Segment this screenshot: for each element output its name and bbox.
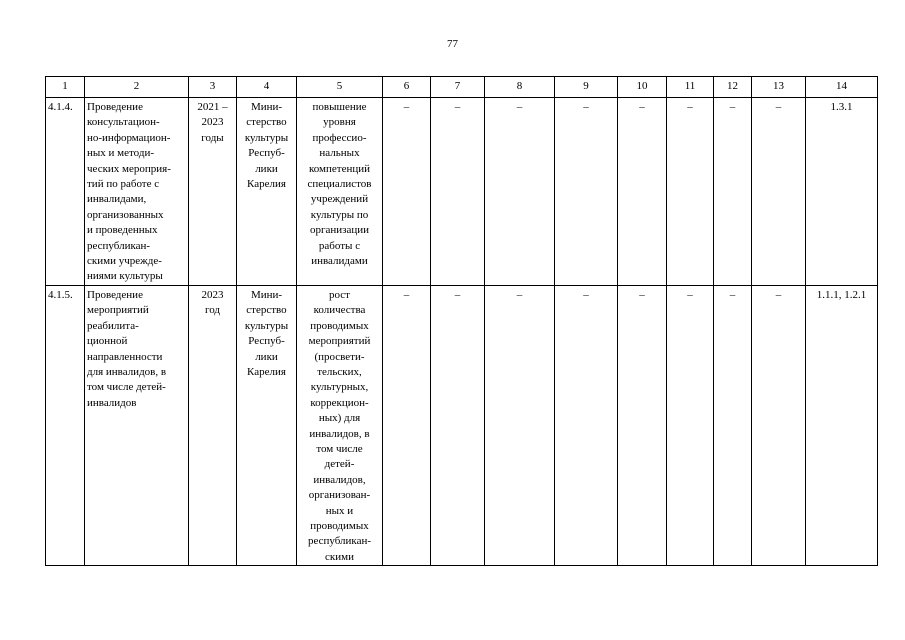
text-line: том числе — [316, 442, 363, 455]
header-cell: 14 — [806, 77, 878, 98]
value-cell: – — [431, 285, 485, 565]
text-line: количества — [313, 304, 366, 317]
indicator-cell: 1.3.1 — [806, 98, 878, 286]
text-line: годы — [201, 131, 224, 144]
value-cell: – — [618, 98, 667, 286]
text-line: организации — [309, 224, 370, 237]
value-cell: – — [485, 285, 555, 565]
table-row — [46, 98, 878, 286]
text-line: инвалидами — [311, 255, 368, 268]
text-line: детей- — [324, 458, 355, 471]
text-line: работы с — [318, 239, 361, 252]
text-line: и проведенных — [87, 224, 158, 237]
text-line: ных и методи- — [87, 147, 154, 160]
text-line: (просвети- — [314, 350, 365, 363]
text-line: профессио- — [312, 131, 367, 144]
text-line: тельских, — [317, 365, 362, 378]
header-cell: 10 — [618, 77, 667, 98]
text-line: проводимых — [310, 319, 369, 332]
text-line: нальных — [319, 147, 360, 160]
text-line: организован- — [308, 489, 371, 502]
value-cell: – — [667, 98, 714, 286]
value-cell: – — [555, 285, 618, 565]
value-cell: – — [618, 285, 667, 565]
value-cell: – — [714, 98, 752, 286]
period-cell — [189, 98, 237, 286]
text-line: проводимых — [310, 519, 369, 532]
row-number: 4.1.5. — [46, 285, 85, 565]
text-line: консультацион- — [87, 116, 160, 129]
text-line: повышение — [312, 101, 367, 113]
text-line: Проведение — [87, 288, 143, 301]
executor-cell — [237, 98, 297, 286]
text-line: стерство — [246, 304, 287, 317]
text-line: Респуб- — [248, 335, 285, 348]
header-cell: 1 — [46, 77, 85, 98]
value-cell: – — [667, 285, 714, 565]
text-line: ческих мероприя- — [87, 162, 171, 175]
text-line: реабилита- — [87, 319, 139, 332]
value-cell: – — [485, 98, 555, 286]
header-cell: 4 — [237, 77, 297, 98]
value-cell: – — [714, 285, 752, 565]
activity-name — [85, 98, 189, 286]
text-line: тий по работе с — [87, 178, 160, 191]
result-cell — [297, 98, 383, 286]
text-line: 2023 — [201, 116, 224, 129]
text-line: организованных — [87, 208, 164, 221]
text-line: но-информацион- — [87, 131, 171, 144]
header-cell: 7 — [431, 77, 485, 98]
text-line: ных) для — [318, 412, 361, 425]
text-line: культуры — [244, 319, 289, 332]
value-cell: – — [431, 98, 485, 286]
text-line: 2023 — [201, 288, 224, 301]
header-cell: 9 — [555, 77, 618, 98]
value-cell: – — [383, 285, 431, 565]
table-row — [46, 285, 878, 565]
text-line: инвалидов — [87, 396, 137, 409]
header-cell: 5 — [297, 77, 383, 98]
text-line: Мини- — [250, 101, 283, 113]
text-line: год — [204, 304, 221, 317]
text-line: лики — [255, 162, 278, 175]
text-line: Мини- — [250, 288, 283, 301]
text-line: специалистов — [307, 178, 372, 191]
activities-table — [45, 76, 878, 566]
text-line: рост — [329, 288, 350, 301]
text-line: инвалидов, в — [309, 427, 370, 440]
indicator-cell: 1.1.1, 1.2.1 — [806, 285, 878, 565]
text-line: инвалидами, — [87, 193, 147, 206]
header-cell: 8 — [485, 77, 555, 98]
value-cell: – — [752, 98, 806, 286]
text-line: скими учрежде- — [87, 255, 162, 268]
page-number: 77 — [447, 38, 458, 50]
text-line: Респуб- — [248, 147, 285, 160]
header-cell: 12 — [714, 77, 752, 98]
text-line: 2021 – — [197, 101, 228, 113]
text-line: Проведение — [87, 101, 143, 113]
header-cell: 3 — [189, 77, 237, 98]
header-row — [46, 77, 878, 98]
text-line: учреждений — [310, 193, 369, 206]
result-cell — [297, 285, 383, 565]
header-cell: 11 — [667, 77, 714, 98]
text-line: компетенций — [308, 162, 371, 175]
text-line: культуры — [244, 131, 289, 144]
text-line: ных и — [325, 504, 354, 517]
text-line: лики — [255, 350, 278, 363]
text-line: том числе детей- — [87, 381, 166, 394]
executor-cell — [237, 285, 297, 565]
text-line: скими — [325, 550, 354, 563]
text-line: республикан- — [87, 239, 151, 252]
header-cell: 6 — [383, 77, 431, 98]
text-line: Карелия — [247, 365, 286, 378]
text-line: культурных, — [310, 381, 369, 394]
text-line: мероприятий — [87, 304, 149, 317]
header-cell: 2 — [85, 77, 189, 98]
text-line: республикан- — [307, 535, 372, 548]
text-line: уровня — [323, 116, 356, 129]
value-cell: – — [752, 285, 806, 565]
text-line: Карелия — [247, 178, 286, 191]
text-line: направленности — [87, 350, 163, 363]
value-cell: – — [383, 98, 431, 286]
text-line: ционной — [87, 335, 128, 348]
row-number: 4.1.4. — [46, 98, 85, 286]
activity-name — [85, 285, 189, 565]
text-line: культуры по — [310, 208, 369, 221]
text-line: коррекцион- — [310, 396, 369, 409]
value-cell: – — [555, 98, 618, 286]
text-line: стерство — [246, 116, 287, 129]
text-line: мероприятий — [308, 335, 371, 348]
period-cell — [189, 285, 237, 565]
text-line: инвалидов, — [313, 473, 366, 486]
text-line: для инвалидов, в — [87, 365, 167, 378]
header-cell: 13 — [752, 77, 806, 98]
text-line: ниями культуры — [87, 270, 163, 283]
